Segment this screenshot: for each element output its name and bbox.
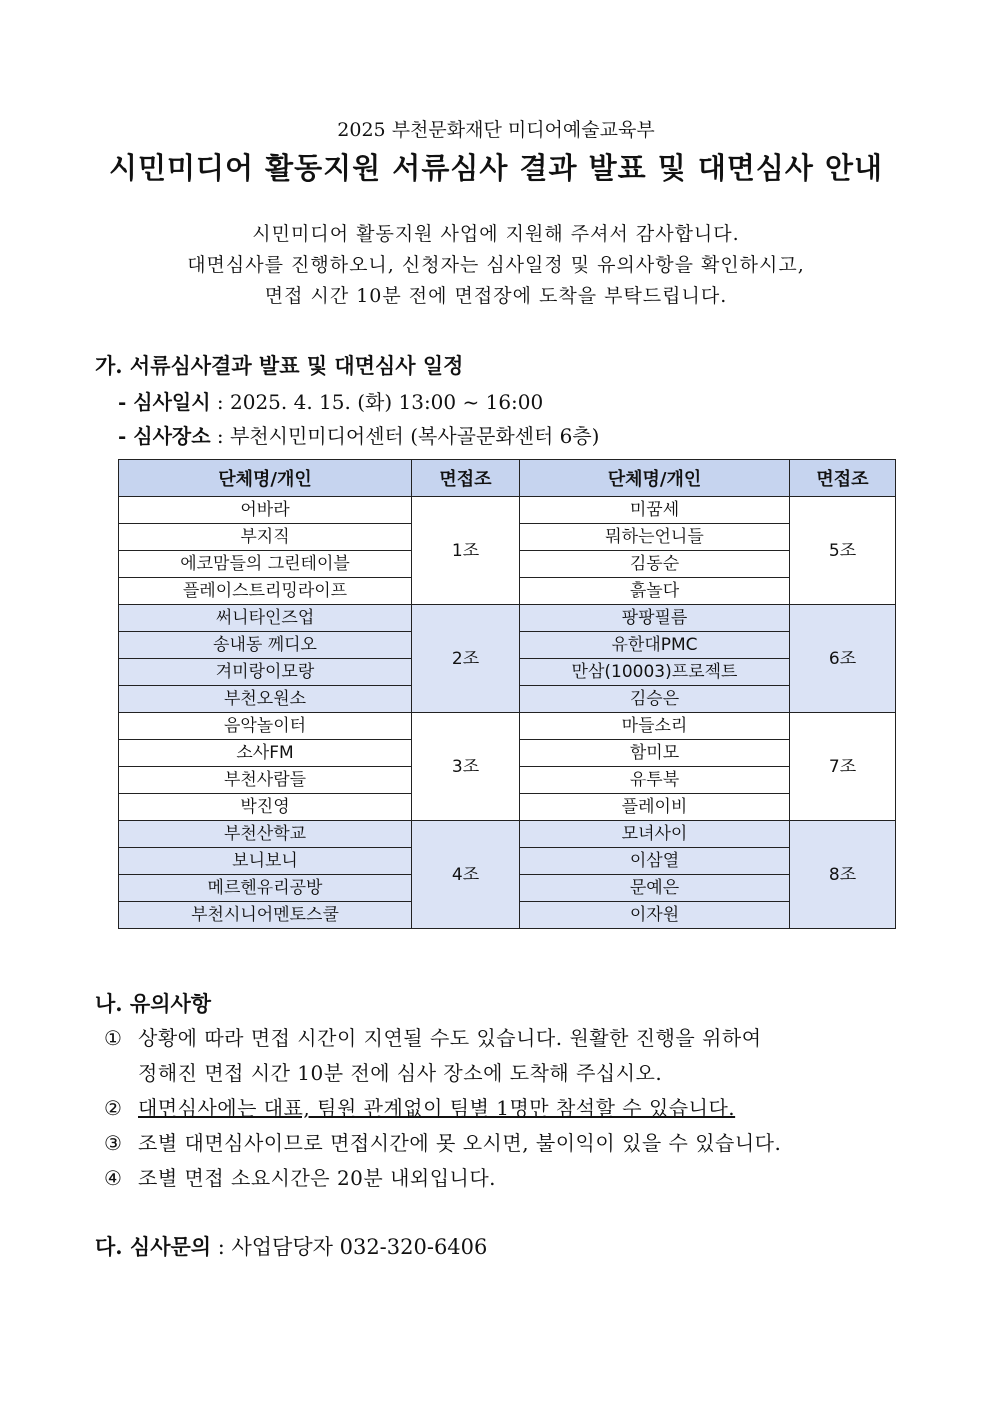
note-item xyxy=(104,1022,762,1051)
schedule-date-value: : 2025. 4. 15. (화) 13:00 ~ 16:00 xyxy=(210,390,544,414)
team-name-cell: 보니보니 xyxy=(119,848,412,875)
team-name-cell: 부천시니어멘토스쿨 xyxy=(119,902,412,929)
team-name-cell: 모녀사이 xyxy=(520,821,790,848)
note-continuation: 정해진 면접 시간 10분 전에 심사 장소에 도착해 주십시오. xyxy=(138,1061,663,1085)
team-name-cell: 뭐하는언니들 xyxy=(520,524,790,551)
team-name-cell: 부천오원소 xyxy=(119,686,412,713)
section-b-heading: 나. 유의사항 xyxy=(95,991,212,1016)
team-name-cell: 어바라 xyxy=(119,497,412,524)
team-name-cell: 함미모 xyxy=(520,740,790,767)
team-name-cell: 마들소리 xyxy=(520,713,790,740)
schedule-place xyxy=(118,420,600,449)
note-text: 조별 면접 소요시간은 20분 내외입니다. xyxy=(138,1166,497,1190)
group-cell: 7조 xyxy=(790,713,896,821)
team-name-cell: 김동순 xyxy=(520,551,790,578)
intro-text xyxy=(0,219,992,312)
contact-info xyxy=(95,1231,487,1261)
team-name-cell: 박진영 xyxy=(119,794,412,821)
note-item xyxy=(104,1092,735,1121)
group-cell: 5조 xyxy=(790,497,896,605)
section-a-heading: 가. 서류심사결과 발표 및 대면심사 일정 xyxy=(95,353,464,378)
schedule-date xyxy=(118,386,543,415)
team-name-cell: 소사FM xyxy=(119,740,412,767)
note-number: ④ xyxy=(104,1166,123,1190)
schedule-date-label: - 심사일시 xyxy=(118,390,211,414)
note-number: ① xyxy=(104,1026,123,1050)
interview-group-table xyxy=(118,459,896,929)
document-subtitle: 2025 부천문화재단 미디어예술교육부 xyxy=(337,119,655,141)
group-cell: 4조 xyxy=(412,821,520,929)
note-text: 조별 대면심사이므로 면접시간에 못 오시면, 불이익이 있을 수 있습니다. xyxy=(138,1131,782,1155)
team-name-cell: 만삼(10003)프로젝트 xyxy=(520,659,790,686)
team-name-cell: 겨미랑이모랑 xyxy=(119,659,412,686)
schedule-place-value: : 부천시민미디어센터 (복사골문화센터 6층) xyxy=(210,424,600,448)
table-header: 면접조 xyxy=(790,460,896,497)
team-name-cell: 김승은 xyxy=(520,686,790,713)
group-cell: 3조 xyxy=(412,713,520,821)
team-name-cell: 써니타인즈업 xyxy=(119,605,412,632)
team-name-cell: 부지직 xyxy=(119,524,412,551)
note-item xyxy=(104,1162,496,1191)
team-name-cell: 흙놀다 xyxy=(520,578,790,605)
group-cell: 6조 xyxy=(790,605,896,713)
intro-line: 대면심사를 진행하오니, 신청자는 심사일정 및 유의사항을 확인하시고, xyxy=(187,254,805,276)
table-header: 면접조 xyxy=(412,460,520,497)
table-header-row xyxy=(119,460,896,497)
schedule-place-label: - 심사장소 xyxy=(118,424,211,448)
note-item xyxy=(104,1127,781,1156)
team-name-cell: 유투북 xyxy=(520,767,790,794)
team-name-cell: 이삼열 xyxy=(520,848,790,875)
table-row xyxy=(119,605,896,632)
table-header: 단체명/개인 xyxy=(119,460,412,497)
team-name-cell: 부천사람들 xyxy=(119,767,412,794)
team-name-cell: 에코맘들의 그린테이블 xyxy=(119,551,412,578)
team-name-cell: 문예은 xyxy=(520,875,790,902)
table-row xyxy=(119,497,896,524)
group-cell: 1조 xyxy=(412,497,520,605)
team-name-cell: 팡팡필름 xyxy=(520,605,790,632)
team-name-cell: 메르헨유리공방 xyxy=(119,875,412,902)
contact-value: : 사업담당자 032-320-6406 xyxy=(211,1235,488,1259)
group-cell: 2조 xyxy=(412,605,520,713)
team-name-cell: 송내동 께디오 xyxy=(119,632,412,659)
document-title: 시민미디어 활동지원 서류심사 결과 발표 및 대면심사 안내 xyxy=(108,151,883,185)
intro-line: 시민미디어 활동지원 사업에 지원해 주셔서 감사합니다. xyxy=(252,223,740,245)
intro-line: 면접 시간 10분 전에 면접장에 도착을 부탁드립니다. xyxy=(264,285,728,307)
note-text: 대면심사에는 대표, 팀원 관계없이 팀별 1명만 참석할 수 있습니다. xyxy=(138,1096,736,1120)
team-name-cell: 플레이비 xyxy=(520,794,790,821)
note-number: ② xyxy=(104,1096,123,1120)
team-name-cell: 부천산학교 xyxy=(119,821,412,848)
contact-label: 다. 심사문의 xyxy=(95,1234,212,1259)
note-text: 상황에 따라 면접 시간이 지연될 수도 있습니다. 원활한 진행을 위하여 xyxy=(138,1026,762,1050)
team-name-cell: 미꿈세 xyxy=(520,497,790,524)
note-number: ③ xyxy=(104,1131,123,1155)
table-row xyxy=(119,713,896,740)
group-cell: 8조 xyxy=(790,821,896,929)
team-name-cell: 플레이스트리밍라이프 xyxy=(119,578,412,605)
team-name-cell: 유한대PMC xyxy=(520,632,790,659)
team-name-cell: 음악놀이터 xyxy=(119,713,412,740)
table-row xyxy=(119,821,896,848)
team-name-cell: 이자원 xyxy=(520,902,790,929)
table-header: 단체명/개인 xyxy=(520,460,790,497)
